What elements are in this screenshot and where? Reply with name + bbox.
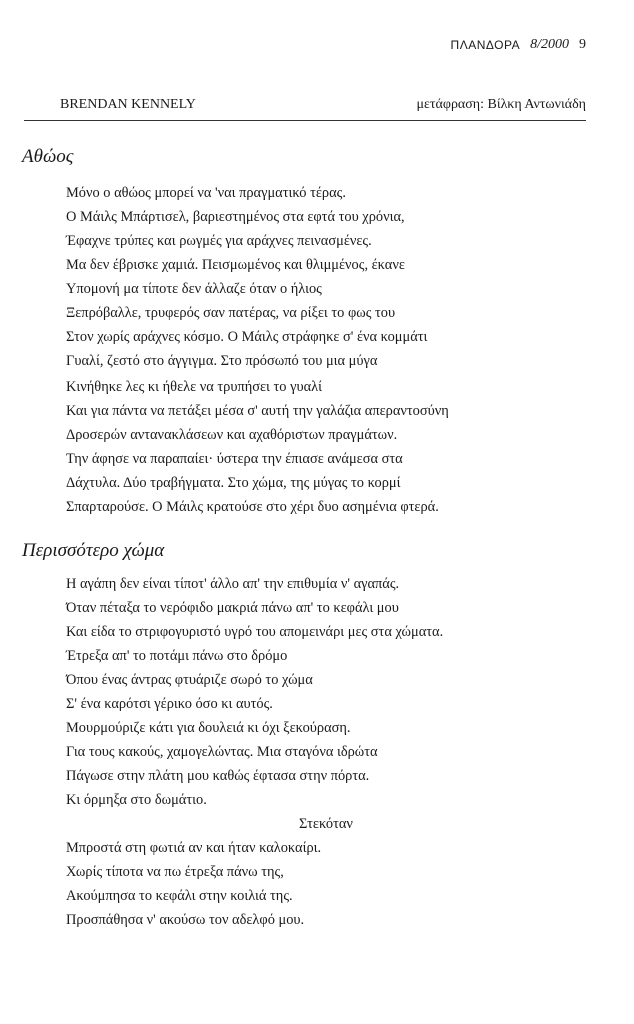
poem-line: Δάχτυλα. Δύο τραβήγματα. Στο χώμα, της μύγας το κορμί xyxy=(66,475,401,491)
poem-line: Η αγάπη δεν είναι τίποτ' άλλο απ' την επιθυμία ν' αγαπάς. xyxy=(66,576,400,592)
poem-stanza xyxy=(66,572,443,932)
poem-line: Μουρμούριζε κάτι για δουλειά κι όχι ξεκούραση. xyxy=(66,720,351,736)
poem-line: Και για πάντα να πετάξει μέσα σ' αυτή την γαλάζια απεραντοσύνη xyxy=(66,403,449,419)
header-rule xyxy=(24,120,586,121)
magazine-logo xyxy=(451,38,521,52)
poem-stanza xyxy=(66,375,449,519)
poem-title: Περισσότερο χώμα xyxy=(22,540,165,561)
poem-line: Μόνο ο αθώος μπορεί να 'ναι πραγματικό τέρας. xyxy=(66,185,346,201)
poem-line: Για τους κακούς, χαμογελώντας. Μια σταγόνα ιδρώτα xyxy=(66,744,378,760)
poem-line: Κινήθηκε λες κι ήθελε να τρυπήσει το γυαλί xyxy=(66,379,322,395)
translation-credit: μετάφραση: Βίλκη Αντωνιάδη xyxy=(416,97,586,112)
poem-line: Έτρεξα απ' το ποτάμι πάνω στο δρόμο xyxy=(66,648,288,664)
poem-title: Αθώος xyxy=(22,146,74,167)
poem-line: Μπροστά στη φωτιά αν και ήταν καλοκαίρι. xyxy=(66,840,322,856)
poem-line: Πάγωσε στην πλάτη μου καθώς έφτασα στην πόρτα. xyxy=(66,768,370,784)
poem-line: Όπου ένας άντρας φτυάριζε σωρό το χώμα xyxy=(66,672,313,688)
poem-line: Μα δεν έβρισκε χαμιά. Πεισμωμένος και θλιμμένος, έκανε xyxy=(66,257,405,273)
magazine-logo-text: ΠΛΑΝΔΟΡΑ xyxy=(450,38,521,52)
poem-line: Στον χωρίς αράχνες κόσμο. Ο Μάιλς στράφηκε σ' ένα κομμάτι xyxy=(66,329,428,345)
page-number: 9 xyxy=(579,37,586,52)
poem-line: Προσπάθησα ν' ακούσω τον αδελφό μου. xyxy=(66,912,305,928)
poem-line: Κι όρμηξα στο δωμάτιο. xyxy=(66,792,207,808)
running-head xyxy=(451,37,586,53)
poem-stanza xyxy=(66,181,427,373)
poem-line: Σπαρταρούσε. Ο Μάιλς κρατούσε στο χέρι δυο ασημένια φτερά. xyxy=(66,499,439,515)
poem-line: Ο Μάιλς Μπάρτισελ, βαριεστημένος στα εφτά του χρόνια, xyxy=(66,209,405,225)
poem-line: Σ' ένα καρότσι γέρικο όσο κι αυτός. xyxy=(66,696,273,712)
poem-line: Υπομονή μα τίποτε δεν άλλαζε όταν ο ήλιος xyxy=(66,281,322,297)
poem-line: Ακούμπησα το κεφάλι στην κοιλιά της. xyxy=(66,888,293,904)
poem-line: Όταν πέταξα το νερόφιδο μακριά πάνω απ' το κεφάλι μου xyxy=(66,600,399,616)
poem-line: Ξεπρόβαλλε, τρυφερός σαν πατέρας, να ρίξει το φως του xyxy=(66,305,396,321)
poem-line: Έφαχνε τρύπες και ρωγμές για αράχνες πεινασμένες. xyxy=(66,233,372,249)
poem-line: Την άφησε να παραπαίει· ύστερα την έπιασε ανάμεσα στα xyxy=(66,451,403,467)
article-header xyxy=(60,97,586,113)
issue-number: 8/2000 xyxy=(530,37,569,52)
poem-line: Χωρίς τίποτα να πω έτρεξα πάνω της, xyxy=(66,864,284,880)
poem-line: Και είδα το στριφογυριστό υγρό του απομεινάρι μες στα χώματα. xyxy=(66,624,444,640)
author-name: BRENDAN KENNELY xyxy=(60,97,196,112)
poem-line: Δροσερών αντανακλάσεων και αχαθόριστων πραγμάτων. xyxy=(66,427,398,443)
poem-line: Στεκόταν xyxy=(299,816,353,832)
poem-line: Γυαλί, ζεστό στο άγγιγμα. Στο πρόσωπό του μια μύγα xyxy=(66,353,378,369)
